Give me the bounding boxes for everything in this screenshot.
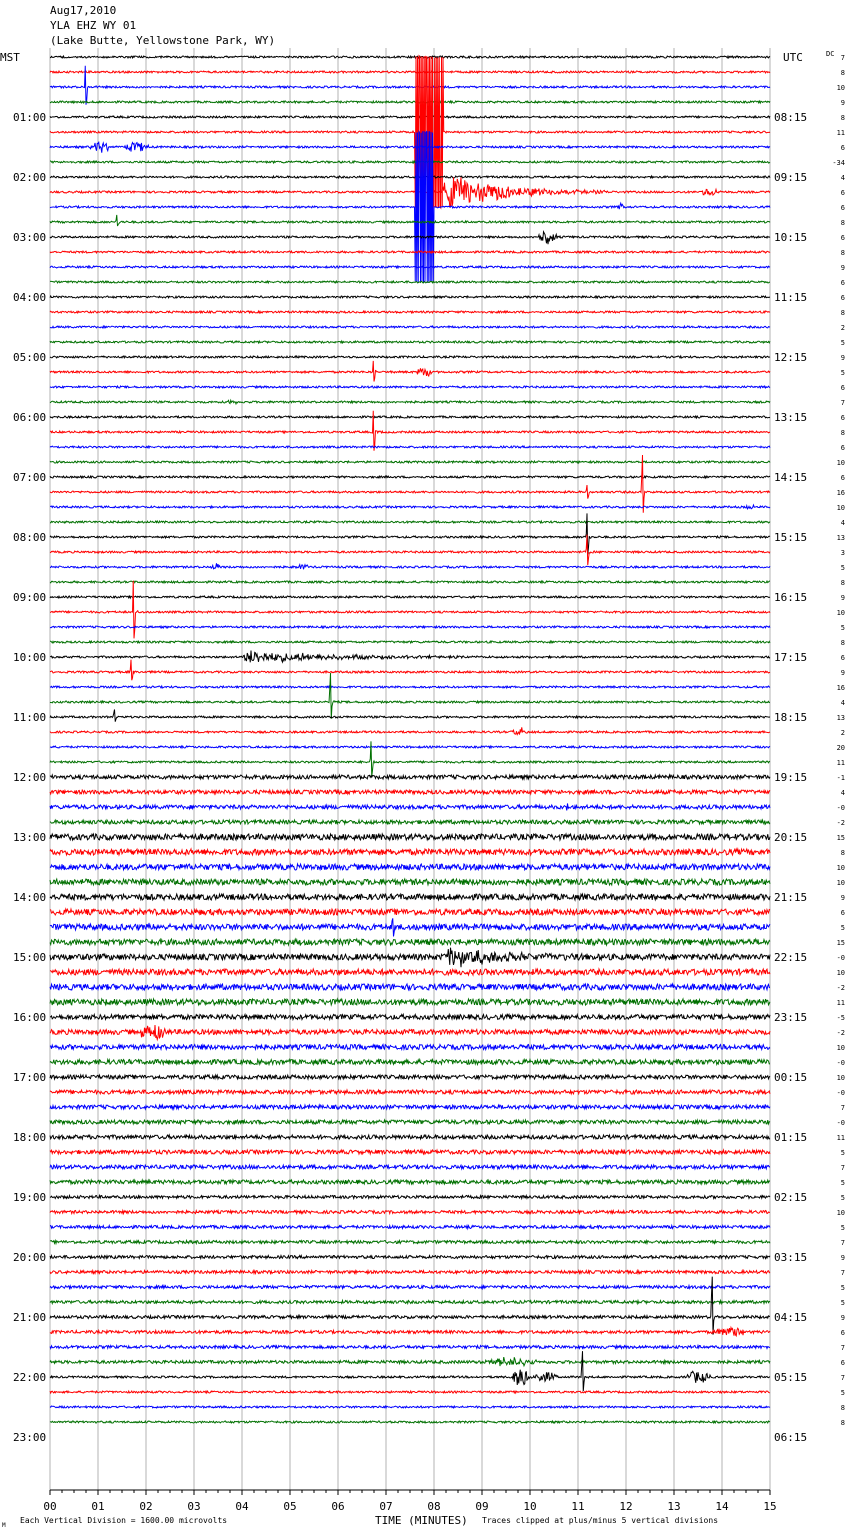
dc-offset-value: 5	[840, 339, 845, 347]
trace-row-24	[50, 416, 770, 418]
dc-offset-value: 8	[840, 1419, 845, 1427]
left-hour-label: 19:00	[13, 1191, 47, 1204]
trace-row-52	[50, 834, 770, 840]
right-hour-label: 12:15	[774, 351, 808, 364]
dc-offset-value: 5	[840, 1299, 845, 1307]
trace-row-86	[50, 1346, 770, 1349]
right-timezone-label: UTC	[783, 51, 803, 64]
dc-offset-value: 11	[836, 1134, 845, 1142]
trace-row-74	[50, 1165, 770, 1169]
trace-row-68	[50, 1075, 770, 1079]
trace-rows	[50, 56, 770, 1423]
right-hour-label: 02:15	[774, 1191, 808, 1204]
left-hour-label: 06:00	[13, 411, 47, 424]
dc-offset-value: 5	[840, 1179, 845, 1187]
dc-offset-value: 7	[840, 1374, 845, 1382]
trace-row-0	[50, 56, 770, 58]
trace-row-88	[50, 1351, 770, 1391]
dc-offset-value: 10	[836, 1074, 845, 1082]
plot-date: Aug17,2010	[50, 4, 117, 17]
left-hour-label: 13:00	[13, 831, 47, 844]
dc-offset-value: 5	[840, 1149, 845, 1157]
left-hour-label: 03:00	[13, 231, 47, 244]
dc-offset-value: 10	[836, 504, 845, 512]
trace-row-91	[50, 1421, 770, 1423]
trace-row-8	[50, 176, 770, 178]
left-hour-label: 04:00	[13, 291, 47, 304]
dc-offset-value: 7	[840, 1104, 845, 1112]
trace-row-41	[50, 660, 770, 681]
trace-row-67	[50, 1060, 770, 1065]
trace-row-34	[50, 563, 770, 569]
dc-offset-value: 2	[840, 729, 845, 737]
dc-offset-value: 8	[840, 429, 845, 437]
trace-row-58	[50, 918, 770, 936]
right-hour-label: 06:15	[774, 1431, 808, 1444]
dc-offset-value: 6	[840, 384, 845, 392]
trace-row-43	[50, 673, 770, 719]
dc-offset-value: 13	[836, 714, 845, 722]
trace-row-18	[50, 326, 770, 328]
x-tick-label: 10	[523, 1500, 537, 1513]
right-hour-label: 11:15	[774, 291, 808, 304]
trace-row-20	[50, 356, 770, 358]
left-hour-label: 11:00	[13, 711, 47, 724]
left-hour-label: 22:00	[13, 1371, 47, 1384]
trace-row-65	[50, 1025, 770, 1039]
trace-row-53	[50, 849, 770, 855]
trace-row-13	[50, 251, 770, 253]
trace-row-50	[50, 803, 770, 810]
dc-offset-value: -2	[836, 819, 845, 827]
trace-row-3	[50, 101, 770, 103]
x-tick-label: 13	[667, 1500, 681, 1513]
trace-row-15	[50, 281, 770, 283]
trace-row-69	[50, 1090, 770, 1094]
trace-row-55	[50, 879, 770, 885]
trace-row-6	[50, 142, 770, 152]
x-tick-label: 05	[283, 1500, 297, 1513]
dc-offset-value: -2	[836, 1029, 845, 1037]
dc-offset-value: 6	[840, 1329, 845, 1337]
trace-row-59	[50, 939, 770, 945]
dc-offset-value: 4	[840, 519, 845, 527]
trace-row-54	[50, 864, 770, 870]
right-hour-label: 13:15	[774, 411, 808, 424]
right-hour-label: 21:15	[774, 891, 808, 904]
trace-row-42	[50, 686, 770, 688]
trace-row-72	[50, 1135, 770, 1139]
dc-offset-value: 7	[840, 1239, 845, 1247]
right-hour-label: 22:15	[774, 951, 808, 964]
dc-offset-value: 15	[836, 939, 845, 947]
trace-row-36	[50, 596, 770, 598]
dc-offset-value: -1	[836, 774, 845, 782]
dc-offset-value: 8	[840, 579, 845, 587]
dc-offset-value: 5	[840, 924, 845, 932]
dc-offset-value: 6	[840, 414, 845, 422]
trace-row-26	[50, 446, 770, 448]
trace-row-51	[50, 820, 770, 824]
trace-row-46	[50, 746, 770, 748]
right-hour-label: 15:15	[774, 531, 808, 544]
right-hour-label: 00:15	[774, 1071, 808, 1084]
right-hour-label: 23:15	[774, 1011, 808, 1024]
dc-offset-value: -0	[836, 1059, 845, 1067]
trace-row-64	[50, 1015, 770, 1020]
trace-row-84	[50, 1277, 770, 1335]
right-hour-label: 20:15	[774, 831, 808, 844]
dc-offset-value: 6	[840, 654, 845, 662]
dc-offset-value: 2	[840, 324, 845, 332]
dc-offset-value: 8	[840, 219, 845, 227]
x-tick-label: 14	[715, 1500, 729, 1513]
left-hour-label: 23:00	[13, 1431, 47, 1444]
x-tick-label: 07	[379, 1500, 393, 1513]
trace-row-12	[50, 232, 770, 245]
x-tick-label: 15	[763, 1500, 777, 1513]
dc-offset-labels	[832, 54, 845, 1427]
dc-offset-value: 6	[840, 189, 845, 197]
trace-row-80	[50, 1256, 770, 1259]
dc-offset-value: 3	[840, 549, 845, 557]
dc-offset-value: 5	[840, 1389, 845, 1397]
station-code: YLA EHZ WY 01	[50, 19, 137, 32]
time-axis-ticks	[43, 1490, 776, 1513]
dc-offset-value: 6	[840, 279, 845, 287]
x-tick-label: 03	[187, 1500, 201, 1513]
dc-offset-value: 10	[836, 84, 845, 92]
left-hour-label: 15:00	[13, 951, 47, 964]
trace-row-62	[50, 984, 770, 990]
trace-row-10	[50, 131, 770, 283]
minute-gridlines	[50, 48, 770, 1490]
trace-row-35	[50, 581, 770, 583]
left-hour-label: 17:00	[13, 1071, 47, 1084]
dc-offset-value: 10	[836, 609, 845, 617]
right-hour-label: 16:15	[774, 591, 808, 604]
dc-offset-value: 10	[836, 864, 845, 872]
trace-row-21	[50, 361, 770, 382]
left-timezone-label: MST	[0, 51, 20, 64]
dc-offset-value: 10	[836, 459, 845, 467]
dc-offset-value: 6	[840, 909, 845, 917]
trace-row-70	[50, 1105, 770, 1109]
dc-offset-value: -0	[836, 804, 845, 812]
dc-offset-value: -0	[836, 1089, 845, 1097]
trace-row-44	[50, 710, 770, 722]
dc-offset-value: 8	[840, 114, 845, 122]
right-hour-label: 08:15	[774, 111, 808, 124]
left-hour-label: 08:00	[13, 531, 47, 544]
left-hour-label: 10:00	[13, 651, 47, 664]
dc-offset-value: 16	[836, 489, 845, 497]
left-hour-label: 16:00	[13, 1011, 47, 1024]
trace-row-48	[50, 775, 770, 779]
dc-offset-value: 16	[836, 684, 845, 692]
dc-offset-value: 7	[840, 1164, 845, 1172]
trace-row-76	[50, 1196, 770, 1199]
trace-row-78	[50, 1226, 770, 1229]
dc-offset-value: 6	[840, 474, 845, 482]
corner-mark: M	[2, 1522, 6, 1529]
trace-row-71	[50, 1120, 770, 1124]
x-tick-label: 04	[235, 1500, 249, 1513]
trace-row-14	[50, 266, 770, 268]
trace-row-7	[50, 161, 770, 163]
dc-offset-value: 11	[836, 129, 845, 137]
x-tick-label: 06	[331, 1500, 345, 1513]
trace-row-61	[50, 969, 770, 975]
trace-row-39	[50, 641, 770, 643]
left-hour-label: 05:00	[13, 351, 47, 364]
trace-row-29	[50, 455, 770, 513]
trace-row-49	[50, 790, 770, 794]
dc-offset-value: 8	[840, 249, 845, 257]
dc-offset-value: 9	[840, 594, 845, 602]
right-hour-label: 17:15	[774, 651, 808, 664]
trace-row-1	[50, 71, 770, 73]
dc-offset-value: 8	[840, 849, 845, 857]
left-hour-label: 09:00	[13, 591, 47, 604]
trace-row-38	[50, 626, 770, 628]
left-hour-label: 20:00	[13, 1251, 47, 1264]
trace-row-22	[50, 386, 770, 388]
dc-offset-value: 7	[840, 1269, 845, 1277]
dc-offset-value: 5	[840, 369, 845, 377]
trace-row-89	[50, 1391, 770, 1393]
dc-offset-value: 5	[840, 1284, 845, 1292]
x-tick-label: 09	[475, 1500, 489, 1513]
x-tick-label: 00	[43, 1500, 57, 1513]
trace-row-5	[50, 56, 770, 208]
dc-offset-value: -34	[832, 159, 845, 167]
dc-offset-value: 6	[840, 234, 845, 242]
dc-offset-value: 4	[840, 174, 845, 182]
dc-offset-value: 8	[840, 639, 845, 647]
left-hour-label: 18:00	[13, 1131, 47, 1144]
right-hour-label: 10:15	[774, 231, 808, 244]
trace-row-85	[50, 1328, 770, 1336]
left-hour-label: 21:00	[13, 1311, 47, 1324]
right-hour-label: 18:15	[774, 711, 808, 724]
dc-offset-value: 8	[840, 1404, 845, 1412]
x-tick-label: 02	[139, 1500, 153, 1513]
trace-row-45	[50, 727, 770, 734]
dc-offset-value: 10	[836, 1044, 845, 1052]
trace-row-75	[50, 1180, 770, 1184]
dc-offset-value: 11	[836, 759, 845, 767]
trace-row-9	[50, 177, 770, 207]
trace-row-81	[50, 1271, 770, 1274]
dc-offset-value: -5	[836, 1014, 845, 1022]
trace-row-90	[50, 1406, 770, 1408]
dc-offset-value: 5	[840, 624, 845, 632]
time-axis-label: TIME (MINUTES)	[375, 1514, 468, 1527]
trace-row-31	[50, 521, 770, 523]
dc-column-label: DC	[826, 50, 835, 58]
trace-row-87	[50, 1357, 770, 1366]
dc-offset-value: 5	[840, 1194, 845, 1202]
left-hour-label: 01:00	[13, 111, 47, 124]
dc-offset-value: 9	[840, 894, 845, 902]
dc-offset-value: 4	[840, 789, 845, 797]
dc-offset-value: 6	[840, 204, 845, 212]
trace-row-83	[50, 1301, 770, 1304]
dc-offset-value: 10	[836, 879, 845, 887]
trace-row-60	[50, 948, 770, 968]
dc-offset-value: 4	[840, 699, 845, 707]
right-hour-label: 01:15	[774, 1131, 808, 1144]
trace-row-40	[50, 651, 770, 663]
trace-row-28	[50, 476, 770, 478]
dc-offset-value: 9	[840, 99, 845, 107]
dc-offset-value: 6	[840, 1359, 845, 1367]
dc-offset-value: 7	[840, 1344, 845, 1352]
right-hour-label: 03:15	[774, 1251, 808, 1264]
trace-row-77	[50, 1211, 770, 1214]
right-hour-labels	[774, 111, 807, 1444]
dc-offset-value: 9	[840, 354, 845, 362]
x-tick-label: 01	[91, 1500, 105, 1513]
dc-offset-value: 8	[840, 69, 845, 77]
trace-row-82	[50, 1286, 770, 1289]
dc-offset-value: 10	[836, 1209, 845, 1217]
dc-offset-value: 5	[840, 564, 845, 572]
right-hour-label: 09:15	[774, 171, 808, 184]
dc-offset-value: 9	[840, 1314, 845, 1322]
left-hour-label: 14:00	[13, 891, 47, 904]
dc-offset-value: 7	[840, 399, 845, 407]
x-tick-label: 12	[619, 1500, 633, 1513]
trace-row-63	[50, 999, 770, 1005]
vertical-scale-note: Each Vertical Division = 1600.00 microvolts	[20, 1516, 228, 1525]
dc-offset-value: 9	[840, 669, 845, 677]
right-hour-label: 19:15	[774, 771, 808, 784]
left-hour-labels	[13, 111, 46, 1444]
trace-row-37	[50, 581, 770, 639]
dc-offset-value: 5	[840, 1224, 845, 1232]
right-hour-label: 05:15	[774, 1371, 808, 1384]
dc-offset-value: 9	[840, 1254, 845, 1262]
dc-offset-value: -0	[836, 954, 845, 962]
trace-row-57	[50, 909, 770, 915]
dc-offset-value: 10	[836, 969, 845, 977]
trace-row-79	[50, 1241, 770, 1244]
trace-row-56	[50, 894, 770, 900]
dc-offset-value: 20	[836, 744, 845, 752]
trace-row-30	[50, 505, 770, 509]
station-location: (Lake Butte, Yellowstone Park, WY)	[50, 34, 276, 47]
trace-row-27	[50, 461, 770, 463]
trace-row-32	[50, 513, 770, 554]
x-tick-label: 11	[571, 1500, 585, 1513]
dc-offset-value: -0	[836, 1119, 845, 1127]
dc-offset-value: -2	[836, 984, 845, 992]
dc-offset-value: 7	[840, 54, 845, 62]
left-hour-label: 12:00	[13, 771, 47, 784]
right-hour-label: 14:15	[774, 471, 808, 484]
right-hour-label: 04:15	[774, 1311, 808, 1324]
trace-row-17	[50, 311, 770, 313]
left-hour-label: 07:00	[13, 471, 47, 484]
dc-offset-value: 11	[836, 999, 845, 1007]
trace-row-23	[50, 400, 770, 404]
trace-row-73	[50, 1150, 770, 1154]
trace-row-19	[50, 341, 770, 343]
dc-offset-value: 6	[840, 444, 845, 452]
trace-row-4	[50, 116, 770, 118]
clip-note: Traces clipped at plus/minus 5 vertical divisions	[482, 1516, 719, 1525]
trace-row-66	[50, 1045, 770, 1050]
x-tick-label: 08	[427, 1500, 441, 1513]
dc-offset-value: 9	[840, 264, 845, 272]
left-hour-label: 02:00	[13, 171, 47, 184]
trace-row-11	[50, 215, 770, 226]
dc-offset-value: 8	[840, 309, 845, 317]
trace-row-16	[50, 296, 770, 298]
dc-offset-value: 13	[836, 534, 845, 542]
trace-row-33	[50, 535, 770, 566]
dc-offset-value: 6	[840, 144, 845, 152]
dc-offset-value: 15	[836, 834, 845, 842]
dc-offset-value: 6	[840, 294, 845, 302]
